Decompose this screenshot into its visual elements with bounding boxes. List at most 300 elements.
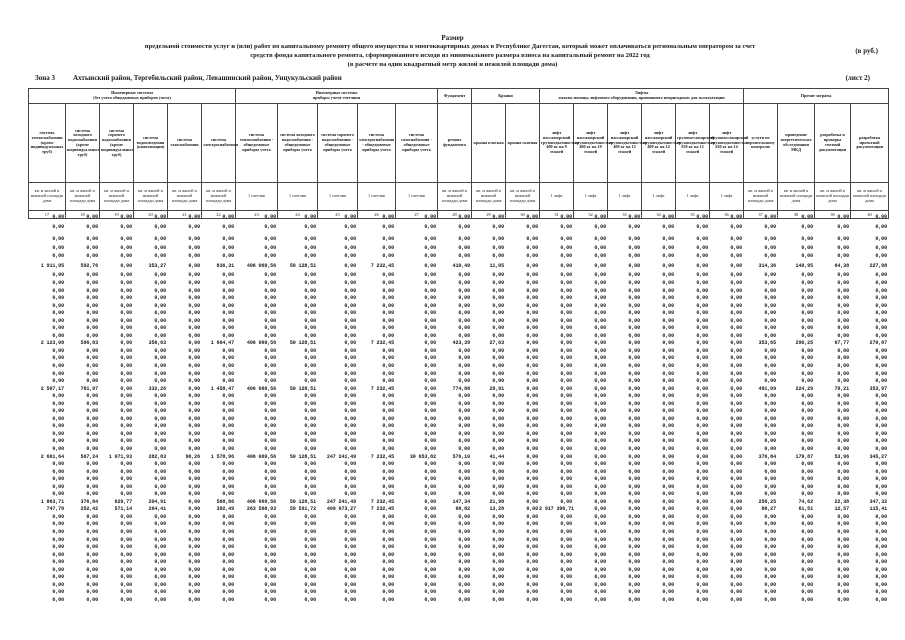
- table-cell: 27,63: [489, 340, 504, 347]
- table-row: [28, 506, 888, 514]
- table-cell: 0,00: [837, 559, 849, 566]
- table-cell: 0,00: [526, 491, 538, 498]
- table-cell: 0,00: [424, 491, 436, 498]
- table-cell: 0,00: [120, 400, 132, 407]
- table-cell: 0,00: [875, 438, 887, 445]
- table-cell: 0,00: [120, 355, 132, 362]
- table-cell: 0,00: [222, 302, 234, 309]
- table-cell: 0,00: [837, 370, 849, 377]
- table-cell: 0,00: [594, 325, 606, 332]
- table-cell: 0,00: [801, 566, 813, 573]
- table-cell: 0,00: [52, 415, 64, 422]
- table-cell: 2 507,17: [40, 385, 64, 392]
- table-cell: 247 241,49: [326, 453, 356, 460]
- table-cell: 0,00: [560, 445, 572, 452]
- table-row: [28, 332, 888, 340]
- table-cell: 0,00: [304, 393, 316, 400]
- table-cell: 0,00: [86, 310, 98, 317]
- table-cell: 41,44: [489, 453, 504, 460]
- table-cell: 0,00: [696, 295, 708, 302]
- table-cell: 7 232,45: [370, 498, 394, 505]
- table-cell: 0,00: [492, 491, 504, 498]
- table-cell: 0,00: [344, 581, 356, 588]
- table-cell: 0,00: [801, 279, 813, 286]
- table-cell: 0,00: [696, 483, 708, 490]
- table-cell: 0,00: [662, 559, 674, 566]
- table-cell: 0,00: [764, 566, 776, 573]
- table-cell: 0,00: [458, 347, 470, 354]
- table-cell: 0,00: [730, 378, 742, 385]
- table-cell: 0,00: [344, 355, 356, 362]
- table-cell: 0,00: [222, 332, 234, 339]
- table-row: [28, 498, 888, 506]
- table-cell: 0,00: [52, 400, 64, 407]
- table-cell: 0,00: [188, 581, 200, 588]
- table-cell: 0,00: [382, 551, 394, 558]
- table-cell: 0,00: [458, 279, 470, 286]
- table-row: [28, 513, 888, 521]
- table-cell: 0,00: [222, 423, 234, 430]
- table-cell: 0,00: [52, 513, 64, 520]
- table-cell: 0,00: [188, 468, 200, 475]
- table-cell: 0,00: [344, 213, 356, 220]
- table-cell: 0,00: [837, 213, 849, 220]
- table-cell: 0,00: [154, 551, 166, 558]
- table-cell: 0,00: [801, 235, 813, 242]
- table-cell: 0,00: [801, 393, 813, 400]
- column-header: услуги по строительному контролю: [744, 104, 778, 183]
- column-unit: кв. м жилой и нежилой площади дома: [66, 183, 100, 211]
- table-cell: 0,00: [560, 423, 572, 430]
- table-cell: 0,00: [222, 559, 234, 566]
- table-cell: 0,00: [120, 415, 132, 422]
- table-cell: 7 232,45: [370, 385, 394, 392]
- sheet-label: (лист 2): [845, 74, 870, 82]
- table-cell: 0,00: [344, 235, 356, 242]
- table-cell: 0,00: [382, 483, 394, 490]
- table-cell: 0,00: [875, 415, 887, 422]
- table-cell: 0,00: [86, 332, 98, 339]
- table-cell: 0,00: [560, 272, 572, 279]
- table-cell: 0,00: [801, 536, 813, 543]
- table-cell: 0,00: [344, 347, 356, 354]
- table-cell: 0,00: [628, 279, 640, 286]
- column-header: система газоснабжения: [168, 104, 202, 183]
- table-cell: 0,00: [154, 223, 166, 230]
- table-cell: 0,00: [492, 445, 504, 452]
- table-cell: 0,00: [424, 325, 436, 332]
- table-row: [28, 324, 888, 332]
- table-cell: 0,00: [382, 521, 394, 528]
- column-header: система теплоснабжения - общедомовые приборы учета: [236, 104, 278, 183]
- table-cell: 50 128,51: [289, 453, 316, 460]
- table-cell: 0,00: [344, 317, 356, 324]
- table-cell: 0,00: [120, 302, 132, 309]
- table-cell: 0,00: [304, 252, 316, 259]
- table-cell: 0,00: [382, 445, 394, 452]
- table-cell: 0,00: [628, 566, 640, 573]
- table-cell: 0,00: [628, 252, 640, 259]
- table-cell: 256,25: [758, 498, 776, 505]
- group-engineering: Инженерные системы (без учета общедомовых приборов учета): [29, 89, 236, 104]
- table-cell: 0,00: [344, 513, 356, 520]
- table-cell: 0,00: [801, 574, 813, 581]
- table-cell: 0,00: [837, 581, 849, 588]
- table-cell: 0,00: [696, 332, 708, 339]
- column-unit: кв. м жилой и нежилой площади дома: [472, 183, 506, 211]
- column-number: 32: [574, 211, 608, 219]
- table-cell: 0,00: [344, 483, 356, 490]
- table-cell: 0,00: [154, 245, 166, 252]
- table-cell: 0,00: [154, 476, 166, 483]
- table-cell: 0,00: [837, 252, 849, 259]
- table-cell: 0,00: [382, 287, 394, 294]
- table-cell: 0,00: [344, 223, 356, 230]
- table-cell: 0,00: [86, 423, 98, 430]
- table-cell: 0,00: [264, 551, 276, 558]
- table-cell: 204,91: [148, 498, 166, 505]
- table-cell: 0,00: [188, 302, 200, 309]
- table-cell: 0,00: [560, 310, 572, 317]
- table-cell: 0,00: [594, 252, 606, 259]
- table-cell: 0,00: [264, 581, 276, 588]
- table-cell: 0,00: [492, 279, 504, 286]
- table-cell: 0,00: [696, 235, 708, 242]
- table-cell: 0,00: [875, 596, 887, 603]
- table-cell: 0,00: [801, 223, 813, 230]
- table-cell: 0,00: [222, 461, 234, 468]
- table-cell: 0,00: [120, 566, 132, 573]
- table-row: [28, 245, 888, 253]
- table-cell: 0,00: [526, 370, 538, 377]
- table-cell: 0,00: [628, 347, 640, 354]
- table-cell: 0,00: [696, 566, 708, 573]
- table-cell: 0,00: [424, 581, 436, 588]
- table-cell: 0,00: [875, 295, 887, 302]
- table-cell: 0,00: [662, 529, 674, 535]
- table-cell: 0,00: [628, 536, 640, 543]
- column-unit: 1 счетчик: [278, 183, 318, 211]
- table-cell: 0,00: [730, 513, 742, 520]
- table-cell: 0,00: [875, 559, 887, 566]
- table-cell: 0,00: [662, 272, 674, 279]
- column-number: 34: [642, 211, 676, 219]
- table-cell: 0,00: [304, 574, 316, 581]
- column-number: 35: [676, 211, 710, 219]
- table-cell: 0,00: [526, 213, 538, 220]
- table-cell: 0,00: [764, 513, 776, 520]
- table-cell: 0,00: [458, 235, 470, 242]
- table-cell: 0,00: [628, 223, 640, 230]
- table-cell: 0,00: [628, 362, 640, 369]
- table-cell: 0,00: [526, 272, 538, 279]
- table-cell: 0,00: [86, 235, 98, 242]
- table-cell: 0,00: [188, 262, 200, 269]
- table-cell: 0,00: [458, 461, 470, 468]
- table-cell: 332,26: [148, 385, 166, 392]
- table-cell: 0,00: [764, 408, 776, 415]
- column-header: лифт пассажирский грузоподъемностью 400 кг на 12 этажей: [608, 104, 642, 183]
- table-cell: 0,00: [560, 340, 572, 347]
- table-cell: 0,00: [264, 213, 276, 220]
- table-cell: 0,00: [801, 468, 813, 475]
- table-cell: 1 578,96: [210, 453, 234, 460]
- table-cell: 0,00: [628, 262, 640, 269]
- table-cell: 314,36: [758, 262, 776, 269]
- table-cell: 0,00: [382, 370, 394, 377]
- table-cell: 0,00: [526, 279, 538, 286]
- table-cell: 0,00: [382, 355, 394, 362]
- table-cell: 0,00: [86, 355, 98, 362]
- table-cell: 0,00: [730, 544, 742, 551]
- table-cell: 0,00: [628, 445, 640, 452]
- column-header: система горячего водоснабжения - общедомовые приборы учета: [318, 104, 358, 183]
- table-cell: 0,00: [304, 355, 316, 362]
- table-cell: 0,00: [662, 483, 674, 490]
- column-header: система водоотведения (канализации): [134, 104, 168, 183]
- table-cell: 0,00: [594, 415, 606, 422]
- table-cell: 0,00: [875, 574, 887, 581]
- table-cell: 0,00: [526, 400, 538, 407]
- table-cell: 0,00: [424, 362, 436, 369]
- table-cell: 0,00: [424, 340, 436, 347]
- table-cell: 0,00: [424, 529, 436, 535]
- column-number: 18: [66, 211, 100, 219]
- table-cell: 0,00: [424, 262, 436, 269]
- table-cell: 0,00: [52, 317, 64, 324]
- table-cell: 0,00: [526, 235, 538, 242]
- table-cell: 0,00: [344, 529, 356, 535]
- table-cell: 571,14: [114, 506, 132, 513]
- table-cell: 0,00: [730, 445, 742, 452]
- table-cell: 50 128,51: [289, 385, 316, 392]
- table-cell: 0,00: [764, 483, 776, 490]
- table-cell: 0,00: [492, 287, 504, 294]
- table-cell: 0,00: [154, 287, 166, 294]
- table-cell: 0,00: [492, 581, 504, 588]
- table-row: [28, 460, 888, 468]
- table-cell: 0,00: [222, 513, 234, 520]
- table-row: [28, 543, 888, 551]
- table-cell: 0,00: [801, 581, 813, 588]
- table-cell: 0,00: [264, 302, 276, 309]
- table-row: [28, 536, 888, 544]
- table-cell: 353,27: [148, 262, 166, 269]
- table-cell: 0,00: [120, 287, 132, 294]
- table-cell: 0,00: [801, 559, 813, 566]
- table-cell: 0,00: [344, 491, 356, 498]
- table-cell: 0,00: [628, 287, 640, 294]
- table-cell: 0,00: [382, 325, 394, 332]
- table-cell: 0,00: [120, 468, 132, 475]
- table-cell: 576,10: [452, 453, 470, 460]
- table-cell: 0,00: [52, 483, 64, 490]
- table-cell: 0,00: [875, 393, 887, 400]
- table-cell: 0,00: [424, 245, 436, 252]
- table-cell: 0,00: [222, 438, 234, 445]
- table-cell: 0,00: [594, 521, 606, 528]
- table-cell: 0,00: [304, 279, 316, 286]
- table-cell: 0,00: [492, 521, 504, 528]
- table-cell: 0,00: [188, 370, 200, 377]
- table-cell: 0,00: [188, 513, 200, 520]
- table-cell: 0,00: [86, 213, 98, 220]
- table-cell: 0,00: [304, 415, 316, 422]
- table-cell: 0,00: [628, 596, 640, 603]
- header-column-row: [29, 104, 889, 183]
- table-cell: 0,00: [304, 596, 316, 603]
- table-cell: 0,00: [304, 544, 316, 551]
- table-cell: 0,00: [458, 536, 470, 543]
- table-row: [28, 566, 888, 574]
- table-cell: 0,00: [696, 445, 708, 452]
- table-cell: 0,00: [304, 317, 316, 324]
- table-cell: 0,00: [801, 370, 813, 377]
- table-cell: 0,00: [628, 544, 640, 551]
- table-cell: 0,00: [344, 430, 356, 437]
- table-cell: 0,00: [52, 551, 64, 558]
- table-cell: 0,00: [492, 400, 504, 407]
- table-cell: 568,86: [216, 498, 234, 505]
- table-cell: 0,00: [526, 483, 538, 490]
- table-cell: 0,00: [458, 544, 470, 551]
- table-row: [28, 453, 888, 461]
- table-cell: 0,00: [594, 262, 606, 269]
- table-row: [28, 475, 888, 483]
- table-cell: 0,00: [52, 378, 64, 385]
- table-cell: 0,00: [188, 279, 200, 286]
- table-cell: 0,00: [424, 213, 436, 220]
- table-cell: 0,00: [875, 566, 887, 573]
- table-cell: 0,00: [52, 438, 64, 445]
- table-cell: 0,00: [52, 325, 64, 332]
- table-cell: 0,00: [382, 468, 394, 475]
- table-cell: 0,00: [52, 279, 64, 286]
- table-cell: 0,00: [344, 415, 356, 422]
- table-cell: 0,00: [594, 235, 606, 242]
- table-cell: 0,00: [222, 400, 234, 407]
- table-cell: 0,00: [86, 445, 98, 452]
- table-cell: 0,00: [222, 445, 234, 452]
- table-cell: 0,00: [458, 362, 470, 369]
- table-cell: 0,00: [86, 317, 98, 324]
- table-cell: 0,00: [264, 423, 276, 430]
- table-cell: 22,38: [834, 498, 849, 505]
- column-header: система электроснабжения - общедомовые приборы учета: [358, 104, 396, 183]
- table-cell: 0,00: [382, 529, 394, 535]
- column-unit: 1 лифт: [574, 183, 608, 211]
- table-cell: 0,00: [304, 529, 316, 535]
- table-cell: 0,00: [264, 355, 276, 362]
- table-cell: 0,00: [801, 213, 813, 220]
- table-cell: 0,00: [764, 393, 776, 400]
- table-cell: 0,00: [492, 223, 504, 230]
- table-cell: 0,00: [560, 498, 572, 505]
- table-cell: 0,00: [628, 430, 640, 437]
- table-cell: 0,00: [526, 445, 538, 452]
- table-cell: 0,00: [696, 213, 708, 220]
- table-cell: 410,49: [452, 262, 470, 269]
- table-cell: 0,00: [458, 317, 470, 324]
- table-cell: 0,00: [696, 310, 708, 317]
- table-cell: 0,00: [188, 287, 200, 294]
- table-cell: 0,00: [188, 589, 200, 596]
- table-cell: 0,00: [594, 287, 606, 294]
- table-cell: 0,00: [222, 551, 234, 558]
- table-cell: 376,84: [758, 453, 776, 460]
- table-cell: 0,00: [188, 393, 200, 400]
- table-cell: 0,00: [222, 355, 234, 362]
- table-cell: 0,00: [875, 581, 887, 588]
- table-cell: 0,00: [730, 536, 742, 543]
- table-cell: 0,00: [730, 245, 742, 252]
- table-cell: 0,00: [52, 581, 64, 588]
- table-cell: 0,00: [120, 551, 132, 558]
- table-cell: 0,00: [875, 347, 887, 354]
- table-cell: 0,00: [730, 400, 742, 407]
- table-cell: 0,00: [764, 252, 776, 259]
- table-cell: 282,83: [148, 453, 166, 460]
- table-cell: 0,00: [458, 272, 470, 279]
- table-cell: 0,00: [382, 491, 394, 498]
- table-row: [28, 272, 888, 280]
- table-cell: 0,00: [875, 491, 887, 498]
- table-cell: 0,00: [594, 279, 606, 286]
- table-cell: 0,00: [560, 476, 572, 483]
- table-cell: 0,00: [801, 325, 813, 332]
- table-cell: 0,00: [730, 483, 742, 490]
- table-cell: 1 071,93: [108, 453, 132, 460]
- table-cell: 0,00: [764, 491, 776, 498]
- table-cell: 0,00: [730, 423, 742, 430]
- table-cell: 0,00: [875, 287, 887, 294]
- table-cell: 0,00: [154, 423, 166, 430]
- table-row: [28, 468, 888, 476]
- table-cell: 0,00: [222, 596, 234, 603]
- table-row: [28, 528, 888, 536]
- table-cell: 0,00: [764, 245, 776, 252]
- table-cell: 406 069,56: [246, 385, 276, 392]
- table-cell: 0,00: [492, 347, 504, 354]
- table-cell: 0,00: [52, 295, 64, 302]
- table-cell: 0,00: [492, 430, 504, 437]
- table-cell: 0,00: [837, 310, 849, 317]
- table-cell: 0,00: [764, 378, 776, 385]
- table-cell: 0,00: [154, 529, 166, 535]
- table-cell: 0,00: [344, 362, 356, 369]
- table-cell: 0,00: [120, 378, 132, 385]
- table-cell: 376,84: [80, 498, 98, 505]
- table-cell: 0,00: [304, 423, 316, 430]
- table-cell: 0,00: [304, 483, 316, 490]
- table-cell: 0,00: [628, 521, 640, 528]
- table-cell: 0,00: [120, 325, 132, 332]
- table-cell: 74,62: [798, 498, 813, 505]
- table-cell: 0,00: [52, 423, 64, 430]
- table-cell: 0,00: [458, 408, 470, 415]
- table-cell: 0,00: [801, 461, 813, 468]
- table-cell: 0,00: [875, 362, 887, 369]
- table-cell: 0,00: [264, 295, 276, 302]
- table-cell: 0,00: [52, 408, 64, 415]
- table-cell: 0,00: [801, 589, 813, 596]
- table-cell: 0,00: [696, 551, 708, 558]
- table-cell: 0,00: [696, 589, 708, 596]
- table-cell: 0,00: [662, 400, 674, 407]
- table-cell: 0,00: [264, 430, 276, 437]
- table-cell: 0,00: [594, 272, 606, 279]
- table-cell: 0,00: [837, 445, 849, 452]
